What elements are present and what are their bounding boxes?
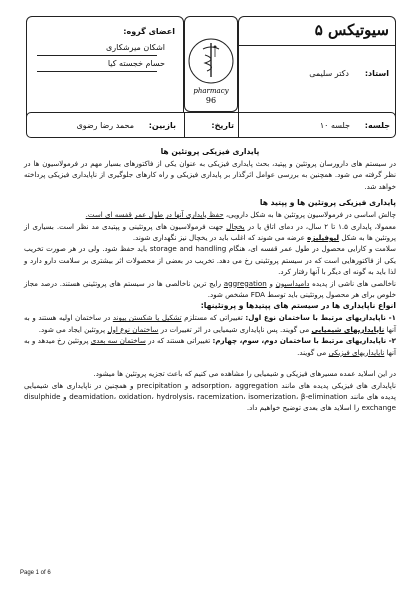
strip-divider-2 (184, 112, 185, 138)
paragraph-4 (24, 278, 396, 301)
p4-text-d: مشخص شود. (207, 290, 249, 300)
l1-text-a: تغییراتی که مستلزم (184, 313, 243, 323)
paragraph-2 (24, 221, 396, 244)
p4-text-b: رایج ترین ناخالصی ها در سیستم های پروتئینی هستند. درصد مجاز خلوص برای هر محصول پروتئینی باید توسط (24, 278, 396, 300)
p4-aggregation: aggregation (223, 278, 267, 288)
strip-divider-1 (238, 112, 239, 138)
caduceus-icon (185, 17, 237, 111)
paragraph-5: در این اسلاید عمده مسیرهای فیزیکی و شیمیایی را مشاهده می کنیم که باعث تجزیه پروتئین ها میشود. (93, 369, 396, 379)
paragraph-1 (24, 209, 396, 220)
paragraph-6 (24, 380, 396, 414)
course-title-box (238, 16, 396, 126)
p4-text-a: ناخالصی های ناشی از پدیده (312, 278, 396, 288)
session-label: جلسه: (364, 121, 390, 130)
p6-physical-terms: adsorption، aggregation و precipitation (136, 380, 279, 390)
logo-year: 96 (205, 96, 217, 105)
reviewer-value: محمد رضا رضوی (76, 121, 134, 130)
session-value: جلسه ۱۰ (319, 121, 350, 130)
main-title: پایداری فیزیکی پروتئین ها (160, 147, 260, 156)
l1-text-e: می گویند. پس ناپایداری شیمیایی در اثر تغییرات در (160, 324, 310, 334)
p2-lyophilized: لیوفیلیزه (307, 233, 340, 243)
page-footer: Page 1 of 6 (20, 570, 51, 576)
p4-fda: FDA (250, 290, 266, 300)
list-item-2 (24, 335, 396, 358)
p3-text-a: سلامت و کارایی محصول در طول عمر قفسه ای، هنگام (228, 244, 396, 254)
group-label: اعضای گروه: (123, 27, 175, 36)
l2-heading: ۲- ناپایداریهای مرتبط با ساختمان دوم، سوم، چهارم: (212, 336, 396, 346)
p2-text-a: معمولا، پایداری ۱.۵ تا ۲ سال، در دمای اتاق یا در (247, 221, 396, 231)
p6-text-g: را اسلاید های بعدی توضیح خواهیم داد. (246, 403, 360, 413)
member-2: حسام خجسته کیا (107, 59, 165, 68)
l1-underlined: تشکیل یا شکستن پیوند (112, 313, 182, 323)
member-1: اشکان میرشکاری (106, 43, 165, 52)
group-box (26, 16, 184, 126)
p4-deamidation: دامیداسیون (275, 278, 310, 288)
section-heading-1: پایداری فیزیکی پروتئین ها و پپتید ها (259, 198, 396, 208)
member-2-line (37, 71, 157, 72)
section-heading-2: انواع ناپایداری ها در سیستم های پپتیدها و پروتئینها: (200, 301, 396, 311)
p2-text-b: جهت فرمولاسیون های پروتئینی و پپتیدی مد نظر است. بسیاری از پروتئین ها به شکل (24, 221, 396, 243)
date-label: تاریخ: (211, 121, 234, 130)
l2-underlined: ساختمان سه بعدی (90, 336, 146, 346)
paragraph-3 (24, 243, 396, 277)
document-body (24, 146, 396, 414)
pharmacy-logo (184, 16, 238, 112)
p6-text-c: و همچنین در ناپایداری های شیمیایی پدیده های مانند (24, 380, 396, 401)
master-label: استاد: (364, 69, 389, 78)
p6-and: و (63, 391, 67, 401)
document-header (26, 16, 396, 138)
l1-text-g: پروتئین ایجاد می شود. (38, 324, 106, 334)
p2-text-d: عرضه می شوند که اغلب باید در یخچال نیز نگهداری شوند. (132, 233, 305, 243)
p6-text-a: ناپایداری های فیزیکی پدیده های مانند (281, 380, 396, 390)
p4-and: و (269, 278, 273, 288)
title-divider (238, 45, 396, 46)
course-title: سیوتیکس ۵ (314, 21, 389, 39)
l1-chemical: ناپایداریهای شیمیایی (311, 324, 385, 334)
list-item-1 (24, 312, 396, 335)
logo-text: pharmacy (193, 87, 229, 95)
p3-storage-handling: storage and handling (149, 244, 227, 254)
l2-text-a: تغییراتی هستند که در (148, 336, 211, 346)
p6-disulphide: disulphide exchange (24, 391, 396, 413)
master-value: دکتر سلیمی (309, 69, 349, 78)
p1-text: چالش اساسی در فرمولاسیون پروتئین ها به شکل دارویی، (225, 210, 396, 220)
l2-physical: ناپایداریهای فیزیکی (328, 347, 385, 357)
p1-underlined: حفظ پایداری آنها در طول عمر قفسه ای است. (85, 210, 224, 220)
intro-paragraph: در سیستم های دارورسان پروتئین و پپتید، بحث پایداری فیزیکی به عنوان یکی از فاکتورهای بسیار مهم در فرمولاسیون ها در نظر گرفته می شود. همچنین به بررسی عوامل اثرگذار بر پایداری فیزیکی و راه کارهای جلوگیری از ناپایداری فیزیکی پرداخته خواهد شد. (24, 159, 396, 191)
l1-text-c: در ساختمان اولیه هستند و به آنها (24, 313, 396, 334)
l1-heading: ۱- ناپایداریهای مرتبط با ساختمان نوع اول: (245, 313, 396, 323)
p2-underlined: یخچال (226, 221, 245, 231)
l2-text-e: می گویند. (297, 347, 327, 357)
l1-primary-structure: ساختمان نوع اول (107, 324, 159, 334)
member-1-line (37, 55, 157, 56)
reviewer-label: بازبین: (148, 121, 176, 130)
l2-text-c: پروتئین رخ میدهد و به آنها (24, 336, 396, 357)
p6-chemical-terms: deamidation، oxidation، hydrolysis، racemization، isomerization، β-elimination (69, 391, 348, 401)
p3-text-c: باید حفظ شود. ولی در هر صورت تخریب یکی از فاکتورهایی است که در سیستم پروتئینی رخ می دهد. تخریب در بعضی از محصولات اثر بیشتری بر سلامت دارو دارد و لذا باید به گونه ای دیگر با آنها رفتار کرد. (24, 244, 396, 277)
